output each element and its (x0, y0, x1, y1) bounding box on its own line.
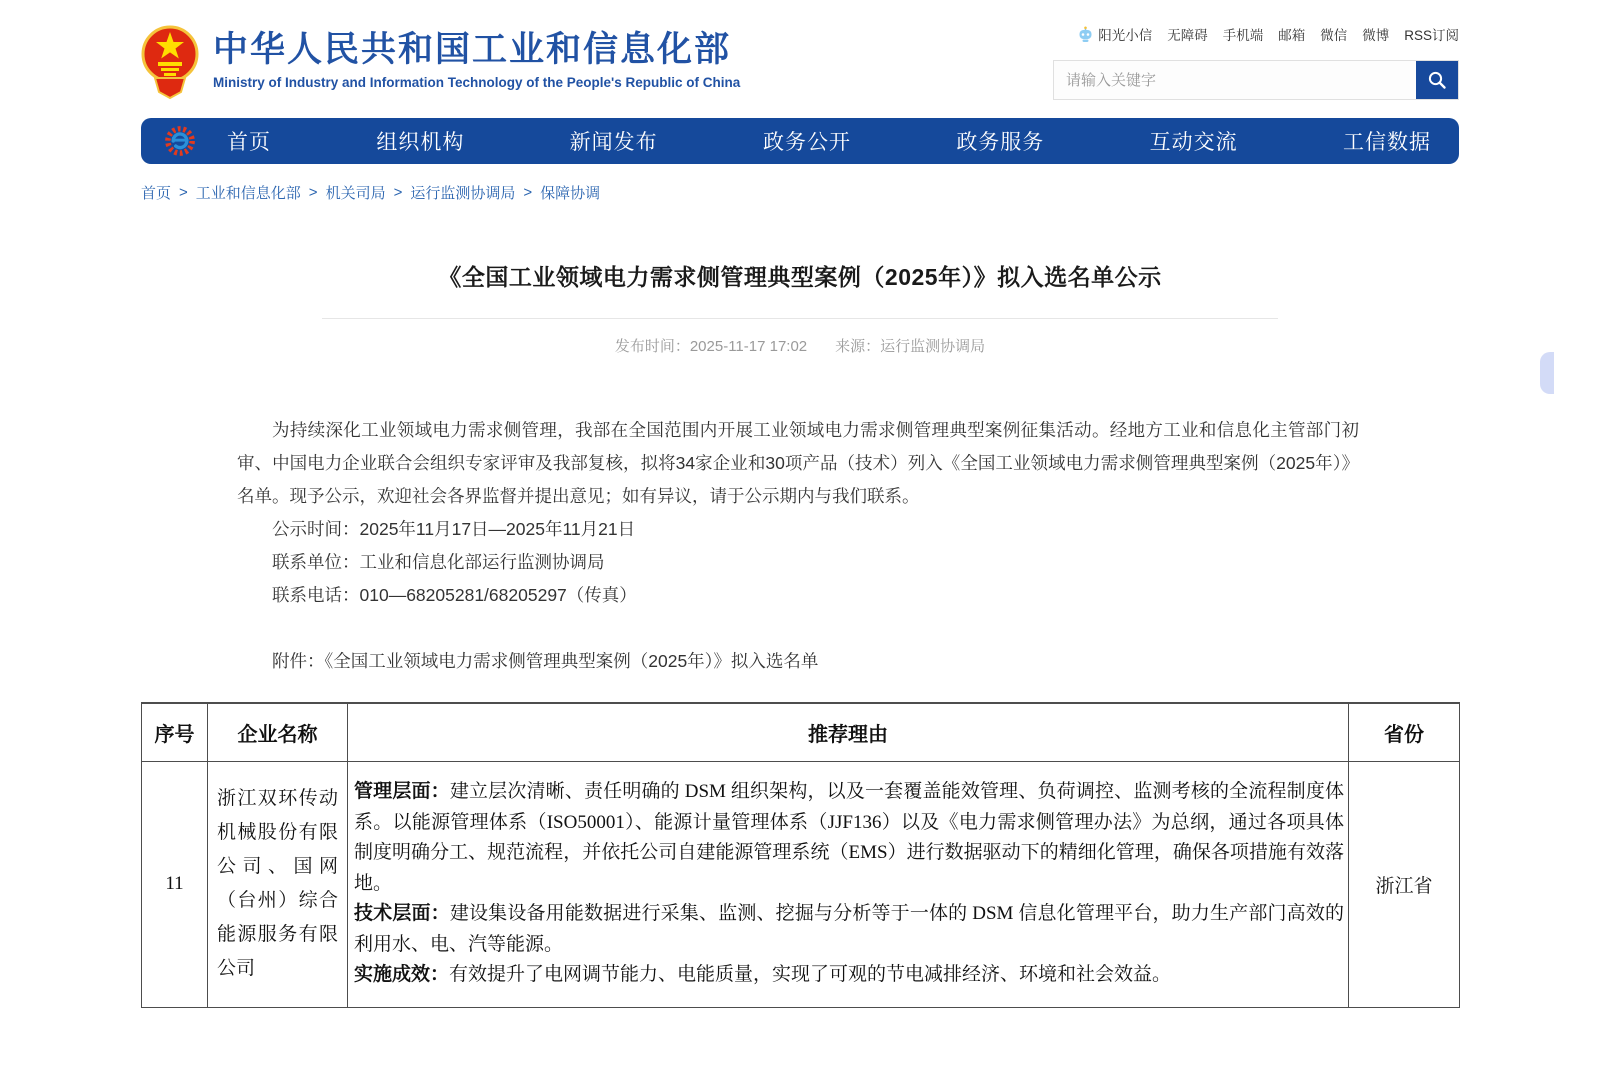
article-title: 《全国工业领域电力需求侧管理典型案例（2025年）》拟入选名单公示 (438, 264, 1162, 290)
breadcrumb-departments[interactable]: 机关司局 (325, 185, 386, 202)
national-emblem-icon (141, 20, 199, 100)
breadcrumb-separator: > (393, 184, 403, 201)
robot-icon (1077, 26, 1094, 43)
breadcrumb (141, 182, 1459, 203)
floating-side-widget[interactable] (1540, 352, 1554, 394)
page-container (141, 0, 1459, 1008)
breadcrumb-home[interactable]: 首页 (141, 185, 172, 202)
miit-gear-logo-icon (163, 124, 197, 158)
breadcrumb-separator: > (308, 184, 318, 201)
cell-company: 浙江双环传动机械股份有限公司、国网（台州）综合能源服务有限公司 (208, 761, 348, 1007)
site-header (141, 0, 1459, 110)
publicity-period-line: 公示时间：2025年11月17日—2025年11月21日 (272, 519, 636, 539)
cell-reason (348, 761, 1349, 1007)
breadcrumb-operation-bureau[interactable]: 运行监测协调局 (410, 185, 516, 202)
quick-links (1053, 24, 1459, 44)
main-nav (141, 118, 1459, 164)
search-icon (1427, 70, 1447, 90)
publish-time-label: 发布时间： (614, 338, 690, 355)
article-meta (141, 335, 1459, 356)
source-label: 来源： (835, 338, 881, 355)
breadcrumb-separator: > (179, 184, 188, 201)
header-province: 省份 (1349, 703, 1460, 761)
article-body (141, 414, 1459, 678)
search-input[interactable] (1054, 61, 1416, 99)
quick-link-wechat[interactable]: 微信 (1320, 28, 1348, 43)
breadcrumb-separator: > (523, 184, 533, 201)
nav-item-news[interactable]: 新闻发布 (569, 131, 658, 154)
attachment-line: 附件：《全国工业领域电力需求侧管理典型案例（2025年）》拟入选名单 (272, 651, 819, 671)
quick-link-mobile[interactable]: 手机端 (1222, 28, 1264, 43)
breadcrumb-miit[interactable]: 工业和信息化部 (195, 185, 301, 202)
lead-paragraph: 为持续深化工业领域电力需求侧管理，我部在全国范围内开展工业领域电力需求侧管理典型案例征集活动。经地方工业和信息化主管部门初审、中国电力企业联合会组织专家评审及我部复核，拟将34家企业和30项产品（技术）列入《全国工业领域电力需求侧管理典型案例（2025年）》名单。现予公示，欢迎社会各界监督并提出意见；如有异议，请于公示期内与我们联系。 (237, 420, 1359, 506)
reason-technology: 技术层面：建设集设备用能数据进行采集、监测、挖掘与分析等于一体的 DSM 信息化管理平台，助力生产部门高效的利用水、电、汽等能源。 (354, 903, 1344, 955)
source-value: 运行监测协调局 (880, 338, 986, 355)
cell-no: 11 (142, 761, 208, 1007)
reason-management: 管理层面：建立层次清晰、责任明确的 DSM 组织架构，以及一套覆盖能效管理、负荷调控、监测考核的全流程制度体系。以能源管理体系（ISO50001）、能源计量管理体系（JJF136）以及《电力需求侧管理办法》为总纲，通过各项具体制度明确分工、规范流程，并依托公司自建能源管理系统（EMS）进行数据驱动下的精细化管理，确保各项措施有效落地。 (354, 781, 1344, 894)
quick-link-rss[interactable]: RSS订阅 (1404, 28, 1459, 43)
contact-phone-line: 联系电话：010—68205281/68205297（传真） (272, 585, 637, 605)
quick-link-mail[interactable]: 邮箱 (1278, 28, 1306, 43)
contact-unit-line: 联系单位：工业和信息化部运行监测协调局 (272, 552, 605, 572)
site-title-cn: 中华人民共和国工业和信息化部 (213, 30, 732, 70)
search-bar (1053, 60, 1459, 100)
table-row (142, 761, 1460, 1007)
quick-link-accessibility[interactable]: 无障碍 (1167, 28, 1208, 43)
quick-link-weibo[interactable]: 微博 (1362, 28, 1390, 43)
nav-item-home[interactable]: 首页 (227, 131, 271, 154)
nav-item-interaction[interactable]: 互动交流 (1149, 131, 1238, 154)
breadcrumb-current[interactable]: 保障协调 (540, 185, 601, 202)
title-divider (322, 318, 1278, 319)
header-company: 企业名称 (208, 703, 348, 761)
site-title-en: Ministry of Industry and Information Technology of the People's Republic of China (213, 74, 741, 90)
table-header-row (142, 703, 1460, 761)
site-brand[interactable] (141, 20, 740, 100)
header-no: 序号 (142, 703, 208, 761)
nav-item-miit-data[interactable]: 工信数据 (1342, 131, 1431, 154)
quick-link-sunshine[interactable]: 阳光小信 (1077, 24, 1152, 44)
nav-item-gov-services[interactable]: 政务服务 (956, 131, 1045, 154)
case-table (141, 702, 1460, 1008)
nav-item-organization[interactable]: 组织机构 (376, 131, 465, 154)
reason-results: 实施成效：有效提升了电网调节能力、电能质量，实现了可观的节电减排经济、环境和社会效益。 (354, 964, 1172, 986)
cell-province: 浙江省 (1349, 761, 1460, 1007)
nav-item-gov-affairs[interactable]: 政务公开 (762, 131, 851, 154)
nav-items (227, 126, 1431, 156)
header-reason: 推荐理由 (348, 703, 1349, 761)
search-button[interactable] (1416, 61, 1458, 99)
header-right (1053, 20, 1459, 100)
publish-time: 2025-11-17 17:02 (689, 338, 808, 355)
